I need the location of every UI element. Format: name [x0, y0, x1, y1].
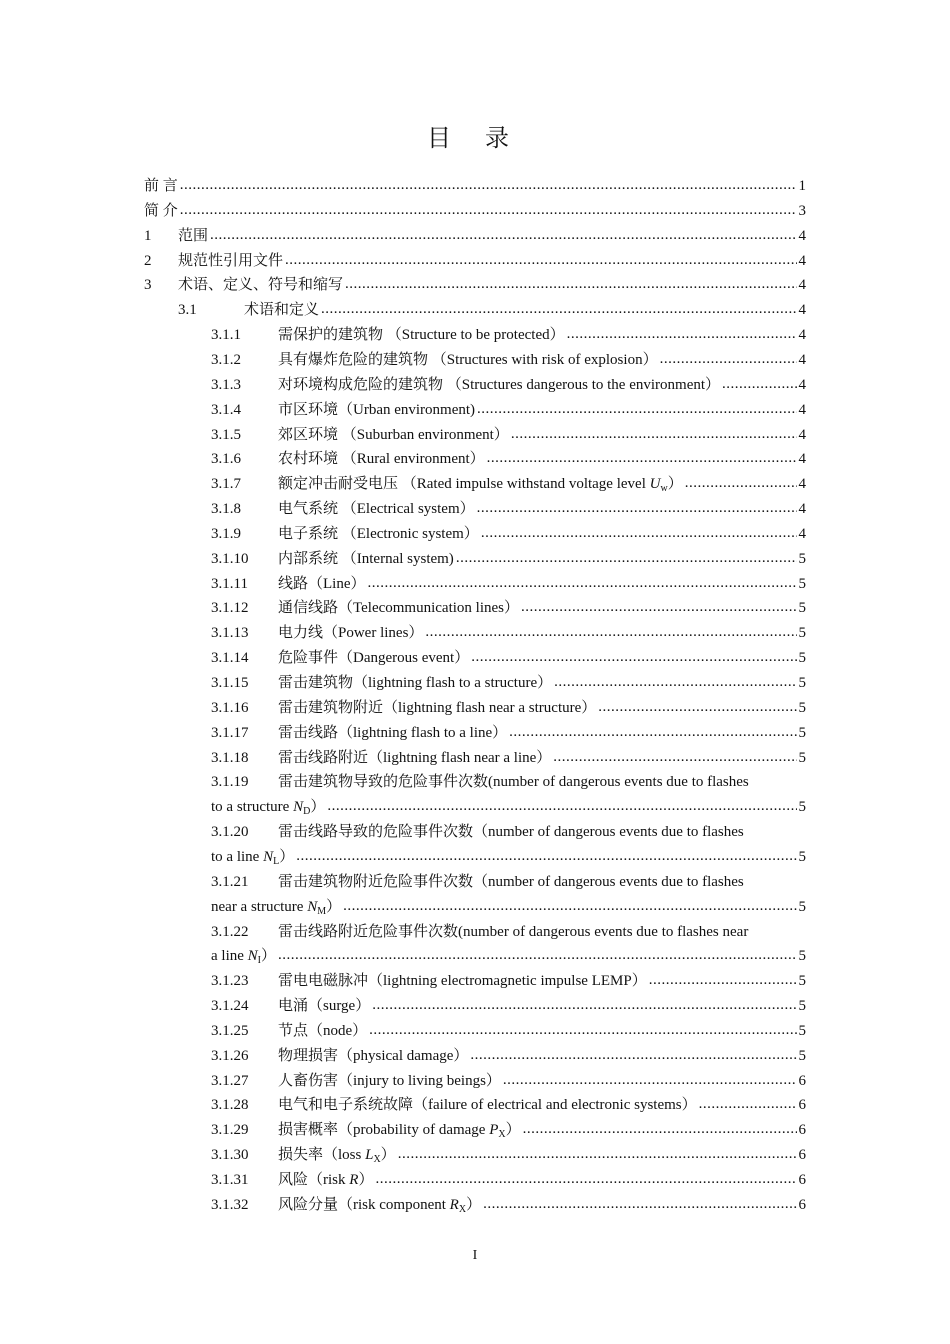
toc-label-text: 雷击建筑物附近（lightning flash near a structure） — [278, 699, 597, 716]
toc-label-text: 雷击线路（lightning flash to a line） — [278, 724, 508, 741]
toc-entry-continuation[interactable] — [211, 795, 806, 820]
dot-leader — [368, 571, 797, 596]
toc-entry[interactable] — [211, 1069, 806, 1094]
dot-leader — [278, 943, 796, 968]
toc-number: 3.1.8 — [211, 501, 241, 518]
toc-label — [278, 1193, 481, 1222]
toc-label — [278, 1093, 697, 1118]
toc-label — [178, 249, 283, 274]
toc-label — [178, 224, 208, 249]
toc-number: 3.1.6 — [211, 451, 241, 468]
dot-leader — [477, 496, 797, 521]
label-tail: ） — [358, 1172, 374, 1188]
toc-page-number: 5 — [798, 575, 806, 592]
toc-number: 3.1.7 — [211, 476, 241, 493]
toc-number: 1 — [144, 227, 152, 244]
toc-label-text: 危险事件（Dangerous event） — [278, 650, 470, 667]
toc-page-number: 5 — [798, 724, 806, 741]
toc-page-number: 5 — [798, 1047, 806, 1064]
toc-number: 3.1.30 — [211, 1147, 249, 1164]
toc-number: 3.1.22 — [211, 923, 249, 940]
toc-label-text: 范围 — [178, 227, 209, 244]
dot-leader — [509, 720, 796, 745]
toc-number: 3.1.16 — [211, 699, 249, 716]
toc-entry[interactable] — [211, 348, 806, 373]
toc-entry[interactable] — [211, 721, 806, 746]
toc-entry[interactable] — [211, 572, 806, 597]
toc-label-text: 电气和电子系统故障（failure of electrical and electronic systems） — [278, 1097, 697, 1114]
dot-leader — [521, 595, 797, 620]
toc-number: 3.1.5 — [211, 426, 241, 443]
dot-leader — [483, 1192, 796, 1217]
dot-leader — [180, 173, 797, 198]
toc-number: 3.1.20 — [211, 824, 249, 841]
math-symbol: N — [247, 948, 258, 965]
toc-label-text: 风险（risk — [278, 1172, 350, 1188]
toc-page-number: 4 — [798, 525, 806, 542]
dot-leader — [471, 645, 796, 670]
toc-page-number: 4 — [798, 501, 806, 518]
math-subscript: X — [458, 1203, 467, 1215]
dot-leader — [598, 695, 796, 720]
toc-number: 3.1.24 — [211, 998, 249, 1015]
toc-number: 3.1.11 — [211, 575, 248, 592]
dot-leader — [343, 894, 796, 919]
toc-label-text: to a structure — [211, 799, 294, 816]
toc-label-text: 人畜伤害（injury to living beings） — [278, 1072, 501, 1089]
toc-page-number: 6 — [798, 1097, 806, 1114]
toc-label-text: 电力线（Power lines） — [278, 625, 424, 642]
dot-leader — [481, 521, 797, 546]
toc-entry[interactable] — [211, 870, 744, 895]
toc-entry[interactable] — [211, 522, 806, 547]
toc-label — [278, 746, 551, 771]
math-symbol: U — [649, 476, 661, 493]
dot-leader — [375, 1167, 796, 1192]
toc-label — [278, 323, 565, 348]
toc-label — [278, 1019, 367, 1044]
toc-entry[interactable] — [211, 994, 806, 1019]
toc-entry[interactable] — [211, 1044, 806, 1069]
toc-label — [278, 497, 475, 522]
toc-page-number: 1 — [798, 178, 806, 194]
toc-number: 前 言 — [144, 178, 178, 194]
dot-leader — [699, 1092, 797, 1117]
toc-label — [278, 671, 552, 696]
toc-label-text: a line — [211, 948, 248, 965]
toc-label — [278, 348, 658, 373]
toc-label — [278, 398, 475, 423]
toc-page-number: 5 — [798, 650, 806, 667]
toc-entry[interactable] — [211, 646, 806, 671]
toc-label: 雷击线路附近危险事件次数(number of dangerous events due to flashes near — [278, 923, 749, 940]
toc-entry[interactable] — [144, 249, 806, 274]
toc-entry[interactable] — [211, 447, 806, 472]
toc-page-number: 4 — [798, 327, 806, 344]
toc-page-number: 4 — [798, 426, 806, 443]
toc-page-number: 4 — [798, 476, 806, 493]
toc-label-text: 电气系统 （Electrical system） — [278, 501, 475, 518]
toc-label-text: 电子系统 （Electronic system） — [278, 525, 479, 542]
toc-number: 3.1.31 — [211, 1172, 249, 1188]
toc-label — [278, 621, 423, 646]
label-tail: ） — [380, 1147, 396, 1164]
toc-label-text: 术语和定义 — [244, 302, 320, 319]
dot-leader — [567, 322, 797, 347]
toc-entry-continuation[interactable] — [211, 944, 806, 969]
toc-entry[interactable] — [211, 323, 806, 348]
dot-leader — [456, 546, 797, 571]
toc-label-text: near a structure — [211, 898, 308, 915]
toc-label-text: 农村环境 （Rural environment） — [278, 451, 485, 468]
toc-label-text: 具有爆炸危险的建筑物 （Structures with risk of explosion） — [278, 351, 658, 368]
toc-label — [278, 547, 454, 572]
toc-label-text: 雷电电磁脉冲（lightning electromagnetic impulse LEMP） — [278, 973, 647, 990]
toc-entry[interactable] — [211, 398, 806, 423]
page-title: 目 录 — [427, 126, 523, 152]
math-symbol: N — [307, 898, 318, 915]
toc-label-text: 内部系统 （Internal system) — [278, 550, 454, 567]
toc-entry[interactable] — [211, 423, 806, 448]
toc-entry[interactable] — [211, 621, 806, 646]
toc-page-number: 4 — [798, 252, 806, 269]
toc-label-text: 物理损害（physical damage） — [278, 1047, 469, 1064]
toc-entry[interactable] — [211, 1019, 806, 1044]
toc-page-number: 6 — [798, 1196, 806, 1213]
toc-label: 雷击建筑物附近危险事件次数（number of dangerous events due to flashes — [278, 873, 744, 890]
toc-page-number: 5 — [798, 898, 806, 915]
toc-page-number: 6 — [798, 1122, 806, 1139]
math-subscript: M — [317, 905, 327, 917]
math-symbol: L — [365, 1147, 374, 1164]
toc-label — [278, 423, 509, 448]
toc-label-text: 节点（node） — [278, 1022, 368, 1039]
toc-number: 3.1.23 — [211, 973, 249, 990]
toc-entry[interactable] — [211, 746, 806, 771]
toc-label-text: 额定冲击耐受电压 （Rated impulse withstand voltage level — [278, 476, 650, 493]
toc-label-text: 电涌（surge） — [278, 998, 371, 1015]
toc-page-number: 4 — [798, 351, 806, 368]
toc-label — [278, 646, 469, 671]
toc-label — [278, 969, 647, 994]
toc-entry[interactable] — [144, 174, 806, 199]
toc-label — [278, 721, 507, 746]
toc-page-number: 5 — [798, 749, 806, 766]
math-subscript: I — [257, 955, 262, 967]
toc-label — [278, 696, 596, 721]
toc-label-text: 损害概率（probability of damage — [278, 1122, 490, 1139]
toc-label-text: to a line — [211, 848, 264, 865]
toc-entry-continuation[interactable] — [211, 895, 806, 920]
toc-number: 3.1.28 — [211, 1097, 249, 1114]
toc-entry[interactable] — [211, 969, 806, 994]
dot-leader — [345, 272, 796, 297]
toc-entry[interactable] — [211, 1143, 806, 1168]
toc-number: 3.1.27 — [211, 1072, 249, 1089]
toc-page-number: 5 — [798, 799, 806, 816]
toc-number: 3.1.25 — [211, 1022, 249, 1039]
dot-leader — [321, 297, 796, 322]
toc-label-text: 损失率（loss — [278, 1147, 366, 1164]
toc-label — [278, 1069, 501, 1094]
toc-page-number: 4 — [798, 302, 806, 319]
toc-label — [278, 572, 366, 597]
toc-label-text: 雷击建筑物（lightning flash to a structure） — [278, 675, 553, 691]
toc-number: 3.1.1 — [211, 327, 241, 344]
toc-page-number: 4 — [798, 451, 806, 468]
dot-leader — [685, 471, 797, 496]
toc-number: 3.1 — [178, 302, 197, 319]
toc-page-number: 5 — [798, 848, 806, 865]
toc-entry[interactable] — [178, 298, 806, 323]
toc-label — [278, 994, 370, 1019]
toc-label — [278, 447, 485, 472]
label-tail: ） — [279, 848, 295, 865]
toc-page-number: 4 — [798, 401, 806, 418]
toc-entry[interactable] — [211, 1118, 806, 1143]
toc-entry[interactable] — [144, 224, 806, 249]
toc-page-number: 5 — [798, 600, 806, 617]
label-tail: ） — [261, 948, 277, 965]
toc-number: 3.1.26 — [211, 1047, 249, 1064]
toc-label — [278, 596, 519, 621]
toc-number: 3.1.9 — [211, 525, 241, 542]
toc-label-text: 规范性引用文件 — [178, 252, 284, 269]
toc-number: 2 — [144, 252, 152, 269]
math-symbol: R — [349, 1172, 359, 1188]
math-subscript: w — [660, 483, 668, 495]
math-symbol: N — [293, 799, 304, 816]
toc-entry[interactable] — [211, 547, 806, 572]
dot-leader — [210, 223, 796, 248]
toc-entry[interactable] — [211, 696, 806, 721]
dot-leader — [470, 1043, 796, 1068]
dot-leader — [553, 745, 796, 770]
dot-leader — [372, 993, 796, 1018]
toc-number: 3.1.2 — [211, 351, 241, 368]
toc-entry[interactable] — [211, 820, 744, 845]
toc-label-text: 线路（Line） — [278, 575, 366, 592]
toc-label — [278, 1168, 373, 1193]
toc-number: 3.1.19 — [211, 774, 249, 791]
toc-label-text: 风险分量（risk component — [278, 1196, 450, 1213]
math-symbol: P — [489, 1122, 499, 1139]
toc-label — [278, 1044, 468, 1069]
toc-label: 雷击线路导致的危险事件次数（number of dangerous events due to flashes — [278, 824, 744, 841]
toc-label-text: 通信线路（Telecommunication lines） — [278, 600, 519, 617]
toc-entry[interactable] — [211, 497, 806, 522]
dot-leader — [327, 794, 796, 819]
toc-number: 简 介 — [144, 202, 178, 219]
toc-label — [278, 373, 720, 398]
toc-label-text: 雷击线路附近（lightning flash near a line） — [278, 749, 552, 766]
toc-number: 3.1.32 — [211, 1196, 249, 1213]
toc-number: 3.1.12 — [211, 600, 249, 617]
toc-entry[interactable] — [211, 1093, 806, 1118]
toc-page-number: 5 — [798, 948, 806, 965]
toc-entry[interactable] — [211, 770, 749, 795]
dot-leader — [180, 198, 797, 223]
toc-page-number: 5 — [798, 675, 806, 691]
page-number: I — [472, 1248, 478, 1263]
toc-entry[interactable] — [211, 920, 748, 945]
toc-page-number: 5 — [798, 973, 806, 990]
toc-number: 3 — [144, 277, 152, 294]
toc-entry-continuation[interactable] — [211, 845, 806, 870]
toc-entry[interactable] — [144, 273, 806, 298]
toc-label: 雷击建筑物导致的危险事件次数(number of dangerous events due to flashes — [278, 774, 749, 791]
label-tail: ） — [505, 1122, 521, 1139]
toc-page-number: 4 — [798, 376, 806, 393]
toc-page-number: 6 — [798, 1072, 806, 1089]
dot-leader — [511, 422, 797, 447]
toc-entry[interactable] — [211, 596, 806, 621]
toc-entry[interactable] — [211, 1193, 806, 1218]
toc-label — [244, 298, 319, 323]
math-subscript: L — [273, 855, 280, 867]
toc-page-number: 5 — [798, 550, 806, 567]
math-subscript: D — [303, 806, 311, 818]
toc-number: 3.1.3 — [211, 376, 241, 393]
dot-leader — [649, 968, 797, 993]
toc-number: 3.1.13 — [211, 625, 249, 642]
toc-page-number: 4 — [798, 227, 806, 244]
toc-number: 3.1.18 — [211, 749, 249, 766]
toc-number: 3.1.4 — [211, 401, 241, 418]
toc-entry[interactable] — [211, 671, 806, 696]
toc-page-number: 6 — [798, 1147, 806, 1164]
dot-leader — [398, 1142, 797, 1167]
dot-leader — [554, 670, 796, 695]
toc-page-number: 3 — [798, 202, 806, 219]
toc-entry[interactable] — [211, 373, 806, 398]
toc-number: 3.1.17 — [211, 724, 249, 741]
toc-label-text: 郊区环境 （Suburban environment） — [278, 426, 509, 443]
toc-entry[interactable] — [211, 472, 806, 497]
dot-leader — [296, 844, 796, 869]
toc-page-number: 5 — [798, 998, 806, 1015]
toc-number: 3.1.21 — [211, 873, 249, 890]
dot-leader — [369, 1018, 796, 1043]
toc-number: 3.1.10 — [211, 550, 249, 567]
label-tail: ） — [326, 898, 342, 915]
toc-entry[interactable] — [211, 1168, 806, 1193]
dot-leader — [285, 248, 796, 273]
label-tail: ） — [466, 1196, 482, 1213]
toc-number: 3.1.14 — [211, 650, 249, 667]
toc-page-number: 4 — [798, 277, 806, 294]
toc-page-number: 5 — [798, 699, 806, 716]
dot-leader — [722, 372, 796, 397]
toc-entry[interactable] — [144, 199, 806, 224]
math-symbol: R — [449, 1196, 459, 1213]
toc-label — [278, 522, 479, 547]
dot-leader — [425, 620, 796, 645]
label-tail: ） — [667, 476, 683, 493]
dot-leader — [503, 1068, 797, 1093]
toc-page-number: 5 — [798, 625, 806, 642]
dot-leader — [477, 397, 796, 422]
toc-label-text: 需保护的建筑物 （Structure to be protected） — [278, 327, 565, 344]
dot-leader — [660, 347, 797, 372]
toc-number: 3.1.29 — [211, 1122, 249, 1139]
toc-label-text: 对环境构成危险的建筑物 （Structures dangerous to the environment） — [278, 376, 721, 393]
math-subscript: X — [373, 1154, 381, 1166]
dot-leader — [523, 1117, 797, 1142]
math-subscript: X — [498, 1129, 506, 1141]
label-tail: ） — [310, 799, 326, 816]
toc-label — [178, 273, 343, 298]
toc-label-text: 术语、定义、符号和缩写 — [178, 277, 344, 294]
toc-page-number: 5 — [798, 1022, 806, 1039]
toc-number: 3.1.15 — [211, 675, 249, 691]
math-symbol: N — [263, 848, 274, 865]
toc-page-number: 6 — [798, 1172, 806, 1188]
toc-label-text: 市区环境（Urban environment) — [278, 401, 476, 418]
dot-leader — [487, 446, 797, 471]
